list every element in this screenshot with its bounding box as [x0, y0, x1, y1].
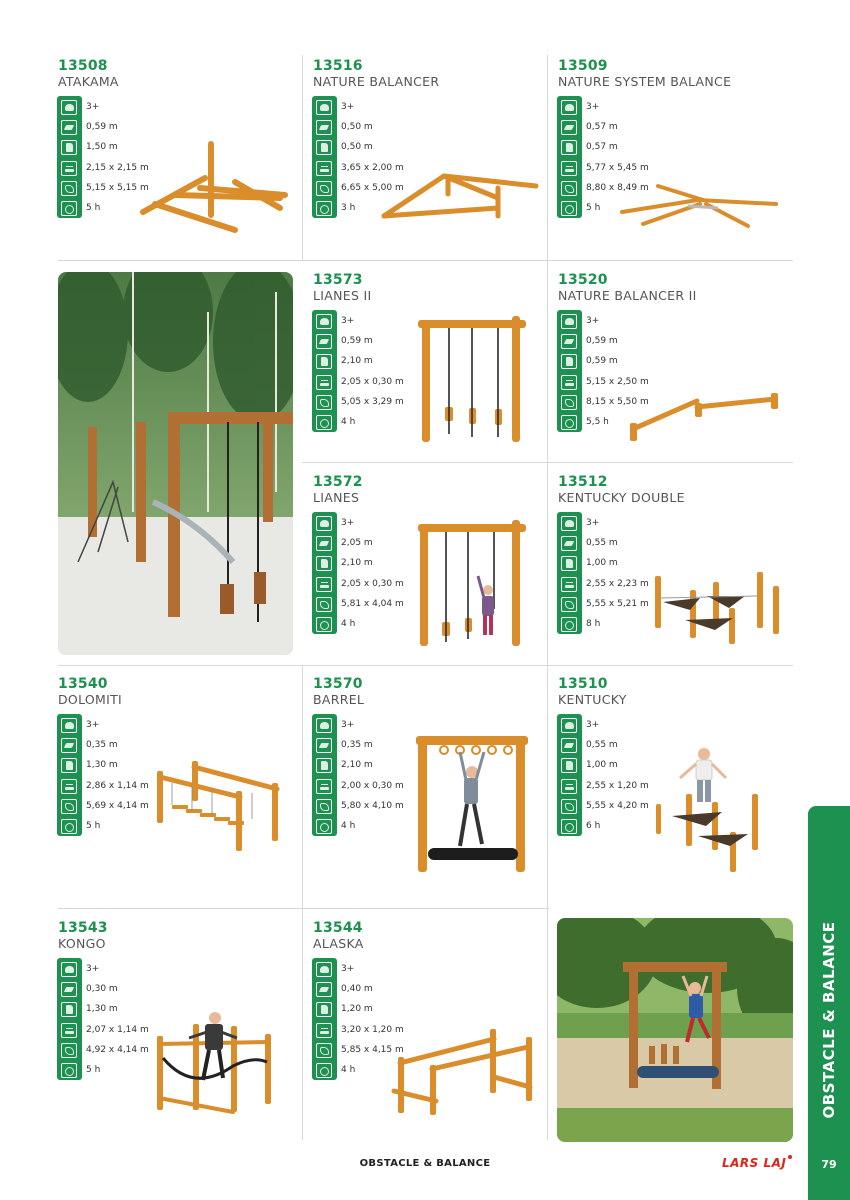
spec-value: 3+ [86, 720, 100, 730]
spec-value: 5,69 x 4,14 m [86, 800, 149, 811]
product-name: KONGO [58, 936, 106, 951]
age-icon [61, 962, 77, 977]
spec-icon-panel [557, 310, 582, 432]
product-code: 13510 [558, 676, 608, 692]
product-illustration-kentucky-double [645, 568, 785, 648]
column-divider [547, 55, 548, 1140]
product-illustration-lianes [412, 514, 532, 649]
install-time-icon [61, 819, 77, 834]
fall-height-icon [61, 738, 77, 753]
install-time-icon [316, 617, 332, 632]
spec-value: 1,00 m [586, 558, 618, 569]
product-code: 13573 [313, 272, 363, 288]
fall-height-icon [316, 738, 332, 753]
spec-value: 3+ [341, 102, 355, 112]
dimensions-icon [561, 375, 577, 390]
spec-icon-panel [557, 96, 582, 218]
spec-value: 1,20 m [341, 1004, 373, 1015]
spec-value: 2,55 x 2,23 m [586, 578, 649, 589]
spec-value: 3,20 x 1,20 m [341, 1024, 404, 1035]
spec-icon-panel [312, 310, 337, 432]
spec-value: 2,10 m [341, 558, 373, 569]
safety-area-icon [561, 799, 577, 814]
spec-value: 4,92 x 4,14 m [86, 1044, 149, 1055]
spec-icon-panel [57, 958, 82, 1080]
product-name: NATURE BALANCER II [558, 288, 697, 303]
spec-value: 2,05 x 0,30 m [341, 578, 404, 589]
spec-value: 5,77 x 5,45 m [586, 162, 649, 173]
spec-value: 5,55 x 4,20 m [586, 800, 649, 811]
free-height-icon [61, 140, 77, 155]
free-height-icon [316, 1002, 332, 1017]
row-divider [58, 908, 549, 909]
product-code: 13520 [558, 272, 608, 288]
dimensions-icon [61, 161, 77, 176]
product-illustration-nature-balancer [378, 168, 543, 228]
footer-title: OBSTACLE & BALANCE [359, 1158, 491, 1169]
age-icon [561, 516, 577, 531]
product-code: 13540 [58, 676, 108, 692]
product-name: NATURE BALANCER [313, 74, 440, 89]
spec-value: 0,50 m [341, 122, 373, 133]
product-code: 13572 [313, 474, 363, 490]
age-icon [561, 314, 577, 329]
product-name: ATAKAMA [58, 74, 119, 89]
safety-area-icon [561, 395, 577, 410]
fall-height-icon [316, 982, 332, 997]
spec-value: 0,35 m [86, 740, 118, 751]
free-height-icon [561, 556, 577, 571]
product-name: LIANES [313, 490, 360, 505]
product-illustration-nature-system-balance [618, 182, 783, 232]
install-time-icon [316, 1063, 332, 1078]
spec-value: 8,15 x 5,50 m [586, 396, 649, 407]
product-code: 13516 [313, 58, 363, 74]
age-icon [61, 718, 77, 733]
spec-value: 0,59 m [586, 356, 618, 367]
dimensions-icon [561, 161, 577, 176]
spec-value: 2,55 x 1,20 m [586, 780, 649, 791]
product-code: 13544 [313, 920, 363, 936]
spec-value: 5 h [86, 1065, 101, 1075]
spec-value: 3+ [341, 720, 355, 730]
column-divider [302, 665, 303, 1140]
age-icon [316, 516, 332, 531]
install-time-icon [61, 201, 77, 216]
spec-value: 0,59 m [586, 336, 618, 347]
spec-value: 0,35 m [341, 740, 373, 751]
section-side-tab-label: OBSTACLE & BALANCE [820, 921, 838, 1119]
product-illustration-alaska [390, 1025, 540, 1120]
free-height-icon [316, 556, 332, 571]
fall-height-icon [561, 738, 577, 753]
product-name: KENTUCKY [558, 692, 627, 707]
spec-value: 5,80 x 4,10 m [341, 800, 404, 811]
free-height-icon [316, 140, 332, 155]
product-illustration-lianes-ii [412, 312, 532, 447]
product-code: 13512 [558, 474, 608, 490]
spec-value: 4 h [341, 1065, 356, 1075]
spec-value: 0,59 m [86, 122, 118, 133]
safety-area-icon [61, 799, 77, 814]
spec-value: 5,81 x 4,04 m [341, 598, 404, 609]
row-divider [302, 462, 793, 463]
spec-value: 1,00 m [586, 760, 618, 771]
free-height-icon [561, 354, 577, 369]
spec-value: 3,65 x 2,00 m [341, 162, 404, 173]
spec-value: 0,57 m [586, 142, 618, 153]
spec-value: 5,5 h [586, 417, 609, 427]
age-icon [316, 100, 332, 115]
spec-value: 0,40 m [341, 984, 373, 995]
fall-height-icon [61, 982, 77, 997]
spec-value: 5,85 x 4,15 m [341, 1044, 404, 1055]
install-time-icon [561, 819, 577, 834]
dimensions-icon [61, 1023, 77, 1038]
page-number: 79 [808, 1148, 850, 1200]
spec-value: 0,57 m [586, 122, 618, 133]
age-icon [316, 962, 332, 977]
product-photo-lianes [58, 272, 293, 655]
age-icon [316, 718, 332, 733]
spec-value: 5,55 x 5,21 m [586, 598, 649, 609]
dimensions-icon [316, 161, 332, 176]
row-divider [58, 260, 793, 261]
product-code: 13570 [313, 676, 363, 692]
age-icon [561, 100, 577, 115]
spec-value: 3+ [341, 964, 355, 974]
age-icon [61, 100, 77, 115]
spec-value: 2,86 x 1,14 m [86, 780, 149, 791]
dimensions-icon [61, 779, 77, 794]
age-icon [316, 314, 332, 329]
product-illustration-nature-balancer-ii [625, 385, 785, 445]
fall-height-icon [561, 334, 577, 349]
spec-value: 2,10 m [341, 760, 373, 771]
spec-value: 4 h [341, 619, 356, 629]
dimensions-icon [316, 577, 332, 592]
spec-value: 4 h [341, 821, 356, 831]
product-name: ALASKA [313, 936, 364, 951]
free-height-icon [61, 1002, 77, 1017]
free-height-icon [61, 758, 77, 773]
fall-height-icon [316, 120, 332, 135]
spec-value: 2,10 m [341, 356, 373, 367]
product-name: DOLOMITI [58, 692, 123, 707]
spec-value: 2,15 x 2,15 m [86, 162, 149, 173]
spec-icon-panel [57, 96, 82, 218]
product-name: LIANES II [313, 288, 372, 303]
spec-value: 5,05 x 3,29 m [341, 396, 404, 407]
spec-value: 3+ [586, 102, 600, 112]
spec-icon-panel [57, 714, 82, 836]
safety-area-icon [61, 1043, 77, 1058]
free-height-icon [316, 354, 332, 369]
spec-value: 5 h [86, 821, 101, 831]
product-photo-barrel [557, 918, 793, 1142]
safety-area-icon [61, 181, 77, 196]
safety-area-icon [561, 181, 577, 196]
spec-value: 3+ [586, 720, 600, 730]
dimensions-icon [561, 779, 577, 794]
spec-value: 3+ [341, 316, 355, 326]
fall-height-icon [561, 120, 577, 135]
spec-icon-panel [557, 714, 582, 836]
spec-value: 2,05 x 0,30 m [341, 376, 404, 387]
spec-value: 0,30 m [86, 984, 118, 995]
install-time-icon [561, 617, 577, 632]
dimensions-icon [561, 577, 577, 592]
age-icon [561, 718, 577, 733]
spec-value: 0,55 m [586, 538, 618, 549]
product-illustration-kongo [153, 1008, 275, 1120]
safety-area-icon [316, 799, 332, 814]
spec-value: 0,50 m [341, 142, 373, 153]
free-height-icon [316, 758, 332, 773]
spec-value: 0,59 m [341, 336, 373, 347]
spec-value: 2,05 m [341, 538, 373, 549]
product-code: 13543 [58, 920, 108, 936]
spec-icon-panel [312, 512, 337, 634]
product-code: 13509 [558, 58, 608, 74]
fall-height-icon [316, 536, 332, 551]
safety-area-icon [316, 181, 332, 196]
spec-value: 3+ [586, 518, 600, 528]
product-name: BARREL [313, 692, 365, 707]
spec-icon-panel [312, 714, 337, 836]
spec-value: 5,15 x 5,15 m [86, 182, 149, 193]
spec-value: 1,50 m [86, 142, 118, 153]
free-height-icon [561, 140, 577, 155]
spec-value: 3+ [86, 964, 100, 974]
dimensions-icon [316, 779, 332, 794]
safety-area-icon [316, 1043, 332, 1058]
spec-value: 6,65 x 5,00 m [341, 182, 404, 193]
spec-icon-panel [312, 96, 337, 218]
column-divider [302, 55, 303, 260]
spec-value: 4 h [341, 417, 356, 427]
spec-value: 8 h [586, 619, 601, 629]
spec-value: 3 h [341, 203, 356, 213]
product-illustration-barrel [414, 730, 534, 875]
install-time-icon [61, 1063, 77, 1078]
dimensions-icon [316, 375, 332, 390]
spec-value: 5,15 x 2,50 m [586, 376, 649, 387]
product-illustration-kentucky [652, 742, 772, 877]
spec-value: 2,07 x 1,14 m [86, 1024, 149, 1035]
spec-icon-panel [557, 512, 582, 634]
product-name: NATURE SYSTEM BALANCE [558, 74, 732, 89]
product-illustration-atakama [135, 140, 295, 240]
spec-value: 6 h [586, 821, 601, 831]
product-illustration-dolomiti [152, 757, 287, 857]
spec-icon-panel [312, 958, 337, 1080]
fall-height-icon [561, 536, 577, 551]
install-time-icon [316, 819, 332, 834]
free-height-icon [561, 758, 577, 773]
install-time-icon [316, 201, 332, 216]
spec-value: 5 h [86, 203, 101, 213]
spec-value: 0,55 m [586, 740, 618, 751]
spec-value: 2,00 x 0,30 m [341, 780, 404, 791]
spec-value: 3+ [586, 316, 600, 326]
fall-height-icon [316, 334, 332, 349]
safety-area-icon [316, 395, 332, 410]
install-time-icon [316, 415, 332, 430]
dimensions-icon [316, 1023, 332, 1038]
spec-value: 1,30 m [86, 1004, 118, 1015]
safety-area-icon [561, 597, 577, 612]
brand-logo: LARS LAJ [722, 1156, 787, 1170]
brand-logo-dot [788, 1155, 792, 1159]
spec-value: 8,80 x 8,49 m [586, 182, 649, 193]
install-time-icon [561, 415, 577, 430]
fall-height-icon [61, 120, 77, 135]
spec-value: 5 h [586, 203, 601, 213]
row-divider [58, 665, 793, 666]
spec-value: 3+ [86, 102, 100, 112]
spec-value: 3+ [341, 518, 355, 528]
install-time-icon [561, 201, 577, 216]
product-name: KENTUCKY DOUBLE [558, 490, 685, 505]
safety-area-icon [316, 597, 332, 612]
product-code: 13508 [58, 58, 108, 74]
spec-value: 1,30 m [86, 760, 118, 771]
